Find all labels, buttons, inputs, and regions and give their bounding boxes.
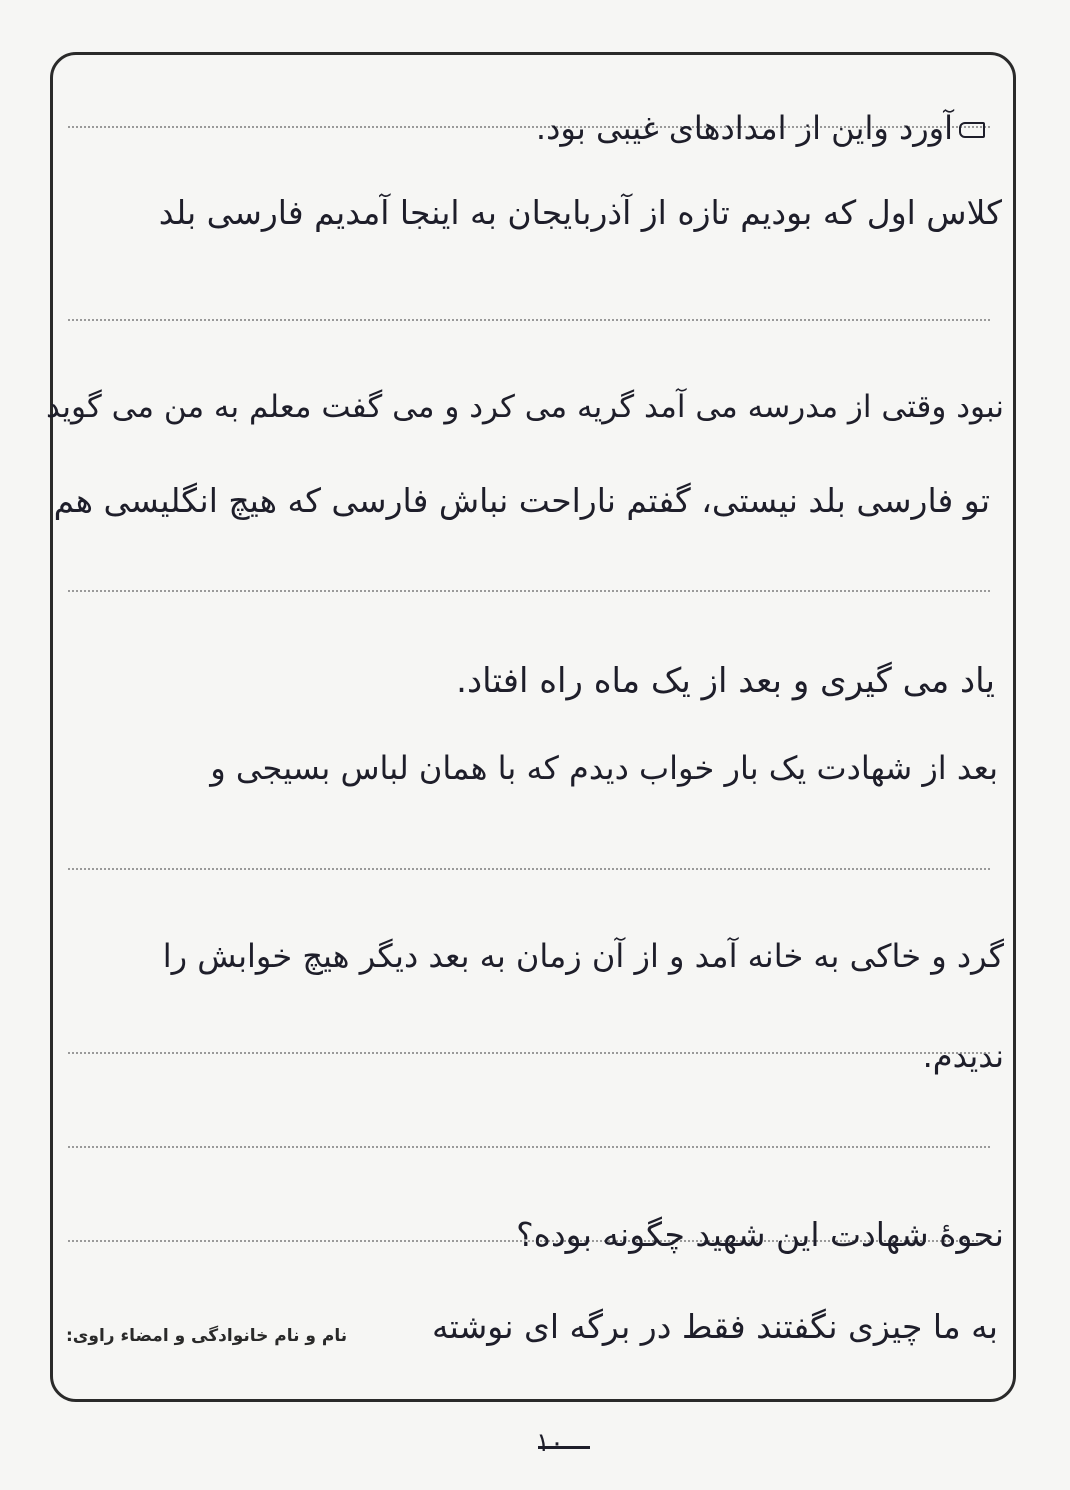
page-border bbox=[50, 52, 1016, 1402]
page-number: ۱۰ bbox=[510, 1428, 590, 1458]
handwritten-line: بعد از شهادت یک بار خواب دیدم که با همان لباس بسیجی و bbox=[210, 749, 998, 787]
signature-label: نام و نام خانوادگی و امضاء راوی: bbox=[66, 1326, 348, 1346]
handwritten-line bbox=[535, 109, 985, 147]
ruled-line bbox=[68, 1052, 990, 1054]
handwritten-line: نبود وقتی از مدرسه می آمد گریه می کرد و می گفت معلم به من می گوید bbox=[46, 389, 1004, 425]
ruled-line bbox=[68, 1146, 990, 1148]
pen-icon bbox=[959, 122, 985, 138]
handwritten-line: یاد می گیری و بعد از یک ماه راه افتاد. bbox=[456, 661, 995, 701]
handwritten-line: گرد و خاکی به خانه آمد و از آن زمان به بعد دیگر هیچ خوابش را bbox=[162, 937, 1004, 975]
handwritten-line: ندیدم. bbox=[922, 1037, 1004, 1075]
ruled-line bbox=[68, 590, 990, 592]
handwritten-line: کلاس اول که بودیم تازه از آذربایجان به اینجا آمدیم فارسی بلد bbox=[158, 193, 1002, 232]
ruled-line bbox=[68, 868, 990, 870]
handwritten-line: تو فارسی بلد نیستی، گفتم ناراحت نباش فارسی که هیچ انگلیسی هم bbox=[53, 481, 990, 520]
ruled-line bbox=[68, 319, 990, 321]
handwritten-line: نحوهٔ شهادت این شهید چگونه بوده؟ bbox=[516, 1215, 1004, 1254]
handwritten-line-1-text: آورد واین از امدادهای غیبی بود. bbox=[535, 109, 953, 147]
handwritten-line: به ما چیزی نگفتند فقط در برگه ای نوشته bbox=[431, 1307, 998, 1346]
